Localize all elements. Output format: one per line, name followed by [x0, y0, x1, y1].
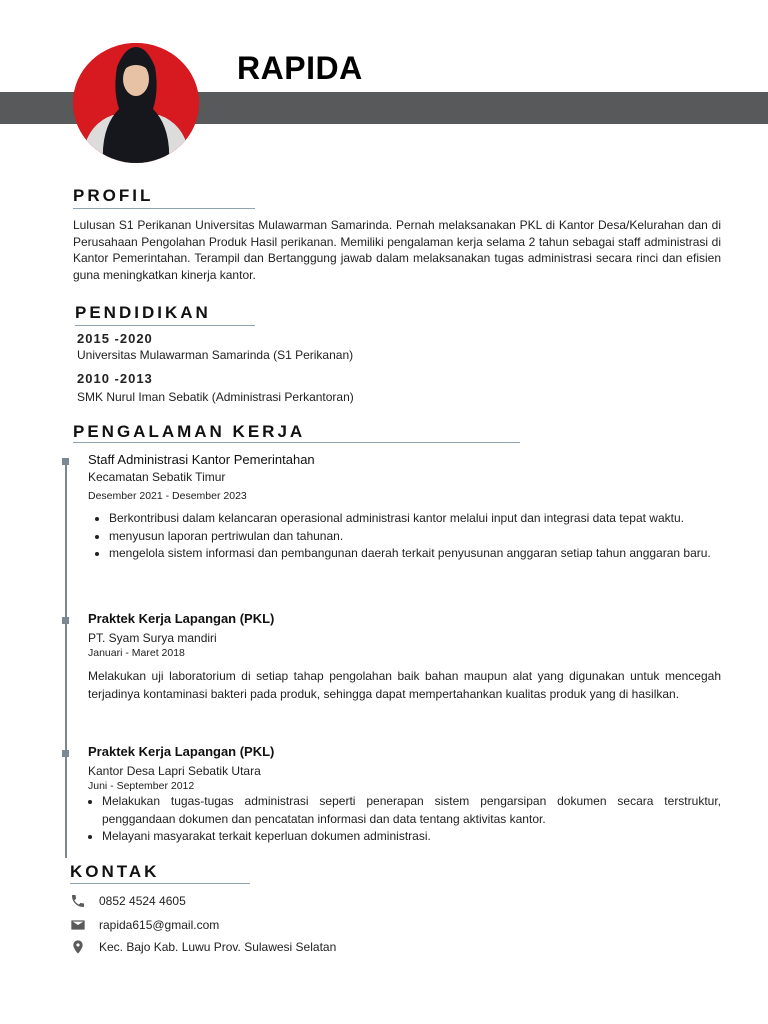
education-years: 2010 -2013 [77, 371, 153, 386]
job-responsibilities [87, 510, 721, 563]
job-dates: Juni - September 2012 [88, 780, 195, 792]
location-pin-icon [70, 939, 86, 955]
candidate-name: RAPIDA [237, 50, 363, 86]
education-years: 2015 -2020 [77, 331, 153, 346]
job-dates: Januari - Maret 2018 [88, 647, 185, 659]
section-divider [73, 442, 520, 443]
list-item: • Melakukan tugas-tugas administrasi seperti penerapan sistem pengarsipan dokumen secara terstruktur, penggandaan dokumen dan pencatatan informasi dan data tentang aktivitas kantor. [102, 793, 721, 828]
list-item: • Melayani masyarakat terkait keperluan dokumen administrasi. [102, 828, 721, 846]
contact-address: Kec. Bajo Kab. Luwu Prov. Sulawesi Selatan [99, 940, 337, 954]
job-organization: Kantor Desa Lapri Sebatik Utara [88, 764, 261, 778]
job-dates: Desember 2021 - Desember 2023 [88, 490, 247, 502]
profile-photo [73, 43, 199, 163]
list-item: • menyusun laporan pertriwulan dan tahunan. [109, 528, 721, 546]
contact-address-row [70, 938, 336, 956]
person-avatar-icon [73, 43, 199, 163]
list-item: • Berkontribusi dalam kelancaran operasional administrasi kantor melalui input dan integrasi data tepat waktu. [109, 510, 721, 528]
section-divider [73, 208, 255, 209]
job-description: Melakukan uji laboratorium di setiap tahap pengolahan baik bahan maupun alat yang digunakan untuk mencegah terjadinya kontaminasi bakteri pada produk, sehingga dapat mempertahankan kualitas produk yang di hasilkan. [88, 669, 721, 701]
contact-email-row [70, 916, 219, 934]
job-responsibilities [80, 793, 721, 846]
job-title: Praktek Kerja Lapangan (PKL) [88, 611, 275, 626]
section-title-contact: KONTAK [70, 862, 160, 881]
experience-timeline [65, 460, 67, 858]
timeline-marker [62, 750, 69, 757]
timeline-marker [62, 617, 69, 624]
contact-phone-row [70, 892, 186, 910]
profile-text: Lulusan S1 Perikanan Universitas Mulawarman Samarinda. Pernah melaksanakan PKL di Kantor Desa/Kelurahan dan di Perusahaan Pengolahan Produk Hasil perikanan. Memiliki pengalaman kerja selama 2 tahun sebagai staff administrasi di Kantor Pemerintahan. Terampil dan Bertanggung jawab dalam melaksanakan tugas administrasi secara rinci dan efisien guna meningkatkan kinerja kantor. [73, 218, 721, 282]
section-title-experience: PENGALAMAN KERJA [73, 422, 306, 441]
education-school: Universitas Mulawarman Samarinda (S1 Perikanan) [77, 348, 354, 362]
section-divider [70, 883, 250, 884]
list-item: • mengelola sistem informasi dan pembangunan daerah terkait penyusunan anggaran setiap tahun anggaran baru. [109, 545, 721, 563]
timeline-marker [62, 458, 69, 465]
job-organization: PT. Syam Surya mandiri [88, 631, 217, 645]
contact-phone[interactable]: 0852 4524 4605 [99, 894, 186, 908]
job-title: Praktek Kerja Lapangan (PKL) [88, 744, 275, 759]
phone-icon [70, 893, 86, 909]
section-title-education: PENDIDIKAN [75, 303, 211, 322]
job-title: Staff Administrasi Kantor Pemerintahan [88, 452, 315, 467]
job-organization: Kecamatan Sebatik Timur [88, 470, 226, 484]
section-title-profile: PROFIL [73, 186, 154, 205]
email-icon [70, 917, 86, 933]
education-school: SMK Nurul Iman Sebatik (Administrasi Perkantoran) [77, 390, 354, 404]
contact-email[interactable]: rapida615@gmail.com [99, 918, 220, 932]
section-divider [75, 325, 255, 326]
